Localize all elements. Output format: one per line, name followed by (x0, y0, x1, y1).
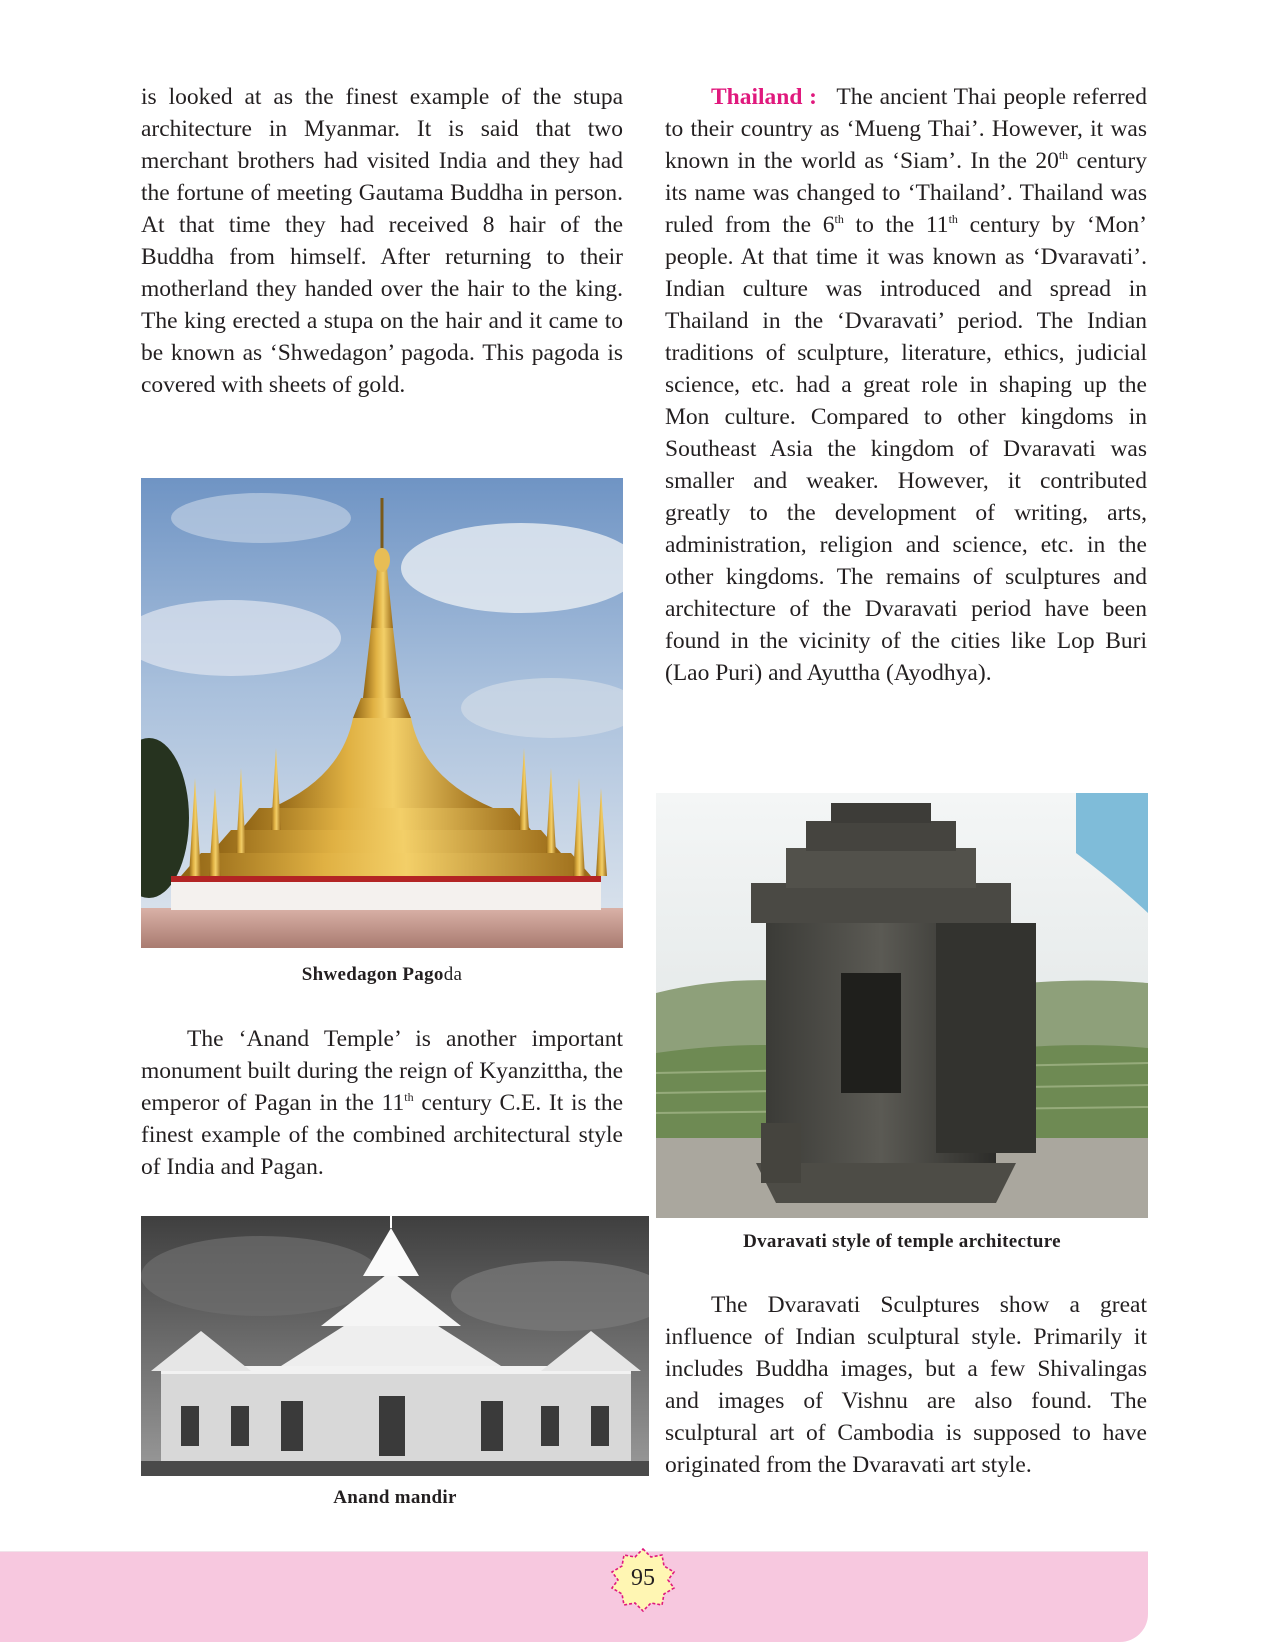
anand-superscript: th (404, 1090, 414, 1104)
paragraph-thailand (665, 81, 1147, 689)
shwedagon-pagoda-image (141, 478, 623, 948)
thailand-sup-1: th (1058, 148, 1069, 162)
caption-dvaravati-temple: Dvaravati style of temple architecture (743, 1231, 1061, 1252)
paragraph-anand-temple (141, 1023, 623, 1183)
caption-shwedagon-pagoda (141, 964, 623, 986)
right-column-paragraph-thailand (665, 81, 1147, 689)
thailand-text-1: The ancient Thai people referred to their country as ‘Mueng Thai’. However, it was known in the world as ‘Siam’. In the 20 (665, 84, 1147, 174)
paragraph-shwedagon: is looked at as the finest example of the stupa architecture in Myanmar. It is said that two merchant brothers had visited India and they had the fortune of meeting Gautama Buddha in person. At that time they had received 8 hair of the Buddha from himself. After returning to their motherland they handed over the hair to the king. The king erected a stupa on the hair and it came to be known as ‘Shwedagon’ pagoda. This pagoda is covered with sheets of gold. (141, 84, 623, 398)
left-column-paragraph-1 (141, 81, 623, 401)
caption-anand-mandir: Anand mandir (333, 1487, 457, 1508)
anand-text-2: century C.E. It is the finest example of the combined architectural style of India and Pagan. (141, 1090, 623, 1180)
anand-mandir-image (141, 1216, 649, 1476)
caption-shwedagon-light: da (443, 964, 463, 985)
thailand-sup-2: th (834, 212, 844, 226)
figure-anand-mandir (141, 1216, 649, 1476)
thailand-text-4: century by ‘Mon’ people. At that time it was known as ‘Dvaravati’. Indian culture was introduced and spread in Thailand in the ‘Dvaravati’ period. The Indian traditions of sculpture, literature, ethics, judicial science, etc. had a great role in shaping up the Mon culture. Compared to other kingdoms in Southeast Asia the kingdom of Dvaravati was smaller and weaker. However, it contributed greatly to the development of writing, arts, administration, religion and science, etc. in the other kingdoms. The remains of sculptures and architecture of the Dvaravati period have been found in the vicinity of the cities like Lop Buri (Lao Puri) and Ayuttha (Ayodhya). (665, 212, 1147, 686)
heading-thailand: Thailand : (711, 84, 817, 110)
dvaravati-temple-image (656, 793, 1148, 1218)
left-column-paragraph-2 (141, 1023, 623, 1183)
thailand-sup-3: th (948, 212, 958, 226)
thailand-text-2: century its name was changed to ‘Thailand’. Thailand was ruled from the 6 (665, 148, 1147, 238)
paragraph-dvaravati-sculptures: The Dvaravati Sculptures show a great influence of Indian sculptural style. Primarily it includes Buddha images, but a few Shivalingas and images of Vishnu are also found. The sculptural art of Cambodia is supposed to have originated from the Dvaravati art style. (665, 1292, 1147, 1478)
page-number: 95 (631, 1565, 655, 1591)
caption-shwedagon-bold: Shwedagon Pago (301, 964, 444, 985)
footer-band (0, 1552, 1148, 1642)
thailand-text-3: to the 11 (843, 212, 949, 238)
figure-dvaravati-temple (656, 793, 1148, 1218)
figure-shwedagon-pagoda (141, 478, 623, 948)
anand-text-1: The ‘Anand Temple’ is another important monument built during the reign of Kyanzittha, the emperor of Pagan in the 11 (141, 1026, 623, 1116)
right-column-paragraph-sculptures (665, 1289, 1147, 1481)
